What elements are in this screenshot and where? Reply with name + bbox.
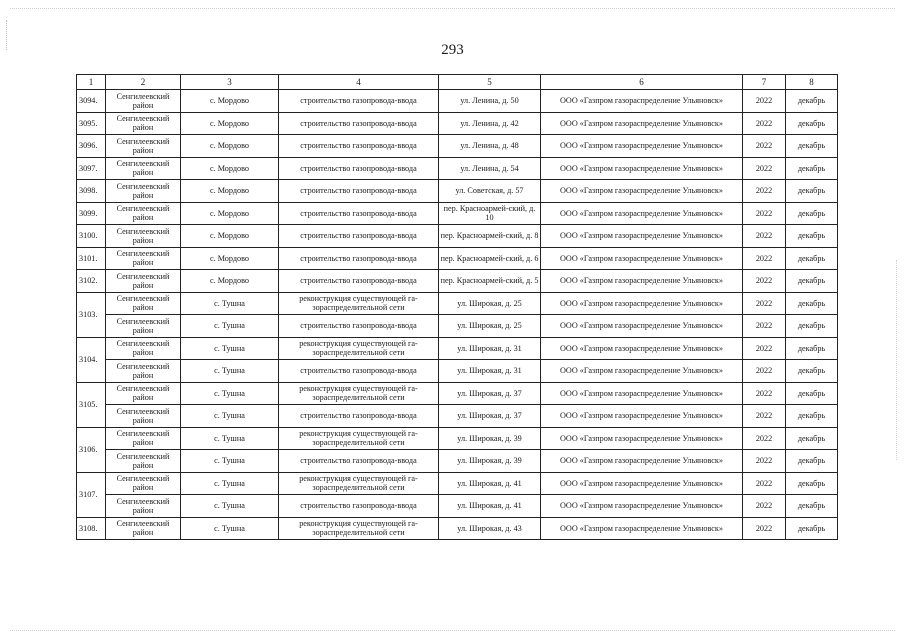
district-cell: Сенгилеевский район <box>106 360 181 383</box>
address-cell: пер. Красноармей-ский, д. 5 <box>439 270 541 293</box>
district-cell: Сенгилеевский район <box>106 180 181 203</box>
district-cell: Сенгилеевский район <box>106 135 181 158</box>
month-cell: декабрь <box>786 157 838 180</box>
table-row <box>77 135 838 158</box>
district-cell: Сенгилеевский район <box>106 495 181 518</box>
organization-cell: ООО «Газпром газораспределение Ульяновск» <box>541 292 743 315</box>
table-row <box>77 495 838 518</box>
year-cell: 2022 <box>743 315 786 338</box>
year-cell: 2022 <box>743 427 786 450</box>
district-cell: Сенгилеевский район <box>106 382 181 405</box>
district-cell: Сенгилеевский район <box>106 90 181 113</box>
header-cell: 4 <box>279 75 439 90</box>
address-cell: ул. Широкая, д. 37 <box>439 405 541 428</box>
year-cell: 2022 <box>743 382 786 405</box>
organization-cell: ООО «Газпром газораспределение Ульяновск» <box>541 427 743 450</box>
year-cell: 2022 <box>743 135 786 158</box>
organization-cell: ООО «Газпром газораспределение Ульяновск» <box>541 270 743 293</box>
scan-artifact-top <box>10 8 895 9</box>
row-number-cell: 3107. <box>77 472 106 517</box>
table-row <box>77 180 838 203</box>
settlement-cell: с. Тушна <box>181 517 279 540</box>
address-cell: ул. Широкая, д. 25 <box>439 315 541 338</box>
address-cell: ул. Широкая, д. 43 <box>439 517 541 540</box>
month-cell: декабрь <box>786 382 838 405</box>
year-cell: 2022 <box>743 360 786 383</box>
settlement-cell: с. Мордово <box>181 270 279 293</box>
row-number-cell: 3100. <box>77 225 106 248</box>
settlement-cell: с. Тушна <box>181 495 279 518</box>
organization-cell: ООО «Газпром газораспределение Ульяновск» <box>541 360 743 383</box>
table-row <box>77 112 838 135</box>
address-cell: ул. Советская, д. 57 <box>439 180 541 203</box>
year-cell: 2022 <box>743 337 786 360</box>
settlement-cell: с. Тушна <box>181 450 279 473</box>
district-cell: Сенгилеевский район <box>106 427 181 450</box>
work-cell: строительство газопровода-ввода <box>279 495 439 518</box>
organization-cell: ООО «Газпром газораспределение Ульяновск» <box>541 135 743 158</box>
work-cell: строительство газопровода-ввода <box>279 112 439 135</box>
address-cell: ул. Широкая, д. 31 <box>439 360 541 383</box>
work-cell: строительство газопровода-ввода <box>279 157 439 180</box>
organization-cell: ООО «Газпром газораспределение Ульяновск» <box>541 180 743 203</box>
settlement-cell: с. Мордово <box>181 225 279 248</box>
month-cell: декабрь <box>786 292 838 315</box>
organization-cell: ООО «Газпром газораспределение Ульяновск» <box>541 382 743 405</box>
organization-cell: ООО «Газпром газораспределение Ульяновск» <box>541 202 743 225</box>
address-cell: ул. Широкая, д. 37 <box>439 382 541 405</box>
district-cell: Сенгилеевский район <box>106 247 181 270</box>
table-row <box>77 337 838 360</box>
table-row <box>77 292 838 315</box>
year-cell: 2022 <box>743 180 786 203</box>
address-cell: пер. Красноармей-ский, д. 6 <box>439 247 541 270</box>
year-cell: 2022 <box>743 292 786 315</box>
district-cell: Сенгилеевский район <box>106 405 181 428</box>
address-cell: ул. Широкая, д. 25 <box>439 292 541 315</box>
month-cell: декабрь <box>786 405 838 428</box>
row-number-cell: 3099. <box>77 202 106 225</box>
month-cell: декабрь <box>786 90 838 113</box>
district-cell: Сенгилеевский район <box>106 225 181 248</box>
year-cell: 2022 <box>743 157 786 180</box>
district-cell: Сенгилеевский район <box>106 337 181 360</box>
settlement-cell: с. Мордово <box>181 135 279 158</box>
table-row <box>77 427 838 450</box>
month-cell: декабрь <box>786 180 838 203</box>
year-cell: 2022 <box>743 472 786 495</box>
settlement-cell: с. Мордово <box>181 90 279 113</box>
work-cell: строительство газопровода-ввода <box>279 225 439 248</box>
year-cell: 2022 <box>743 495 786 518</box>
settlement-cell: с. Тушна <box>181 292 279 315</box>
organization-cell: ООО «Газпром газораспределение Ульяновск» <box>541 225 743 248</box>
document-table <box>76 74 838 540</box>
address-cell: ул. Широкая, д. 31 <box>439 337 541 360</box>
year-cell: 2022 <box>743 517 786 540</box>
work-cell: реконструкция существующей га-зораспределительной сети <box>279 427 439 450</box>
settlement-cell: с. Мордово <box>181 112 279 135</box>
header-cell: 2 <box>106 75 181 90</box>
work-cell: строительство газопровода-ввода <box>279 360 439 383</box>
settlement-cell: с. Мордово <box>181 157 279 180</box>
month-cell: декабрь <box>786 247 838 270</box>
month-cell: декабрь <box>786 360 838 383</box>
table-row <box>77 517 838 540</box>
table-row <box>77 360 838 383</box>
month-cell: декабрь <box>786 112 838 135</box>
month-cell: декабрь <box>786 202 838 225</box>
organization-cell: ООО «Газпром газораспределение Ульяновск» <box>541 495 743 518</box>
row-number-cell: 3094. <box>77 90 106 113</box>
organization-cell: ООО «Газпром газораспределение Ульяновск» <box>541 247 743 270</box>
settlement-cell: с. Мордово <box>181 247 279 270</box>
work-cell: реконструкция существующей га-зораспределительной сети <box>279 517 439 540</box>
year-cell: 2022 <box>743 450 786 473</box>
row-number-cell: 3096. <box>77 135 106 158</box>
district-cell: Сенгилеевский район <box>106 270 181 293</box>
organization-cell: ООО «Газпром газораспределение Ульяновск» <box>541 315 743 338</box>
month-cell: декабрь <box>786 517 838 540</box>
organization-cell: ООО «Газпром газораспределение Ульяновск» <box>541 472 743 495</box>
row-number-cell: 3097. <box>77 157 106 180</box>
table-header-row <box>77 75 838 90</box>
settlement-cell: с. Тушна <box>181 405 279 428</box>
settlement-cell: с. Мордово <box>181 180 279 203</box>
row-number-cell: 3108. <box>77 517 106 540</box>
header-cell: 7 <box>743 75 786 90</box>
table-row <box>77 270 838 293</box>
work-cell: строительство газопровода-ввода <box>279 315 439 338</box>
header-cell: 6 <box>541 75 743 90</box>
year-cell: 2022 <box>743 225 786 248</box>
table-row <box>77 315 838 338</box>
header-cell: 5 <box>439 75 541 90</box>
district-cell: Сенгилеевский район <box>106 472 181 495</box>
organization-cell: ООО «Газпром газораспределение Ульяновск» <box>541 517 743 540</box>
month-cell: декабрь <box>786 270 838 293</box>
settlement-cell: с. Тушна <box>181 382 279 405</box>
district-cell: Сенгилеевский район <box>106 517 181 540</box>
row-number-cell: 3105. <box>77 382 106 427</box>
table-row <box>77 90 838 113</box>
address-cell: ул. Широкая, д. 41 <box>439 472 541 495</box>
scan-artifact-right <box>896 260 897 460</box>
settlement-cell: с. Тушна <box>181 360 279 383</box>
table-row <box>77 157 838 180</box>
row-number-cell: 3095. <box>77 112 106 135</box>
settlement-cell: с. Тушна <box>181 427 279 450</box>
district-cell: Сенгилеевский район <box>106 157 181 180</box>
month-cell: декабрь <box>786 472 838 495</box>
district-cell: Сенгилеевский район <box>106 315 181 338</box>
settlement-cell: с. Мордово <box>181 202 279 225</box>
address-cell: ул. Широкая, д. 39 <box>439 427 541 450</box>
work-cell: реконструкция существующей га-зораспределительной сети <box>279 337 439 360</box>
address-cell: ул. Ленина, д. 42 <box>439 112 541 135</box>
address-cell: ул. Широкая, д. 41 <box>439 495 541 518</box>
settlement-cell: с. Тушна <box>181 315 279 338</box>
row-number-cell: 3106. <box>77 427 106 472</box>
month-cell: декабрь <box>786 337 838 360</box>
table-row <box>77 472 838 495</box>
organization-cell: ООО «Газпром газораспределение Ульяновск» <box>541 405 743 428</box>
scan-artifact-bottom <box>10 630 895 631</box>
work-cell: строительство газопровода-ввода <box>279 180 439 203</box>
work-cell: реконструкция существующей га-зораспределительной сети <box>279 472 439 495</box>
month-cell: декабрь <box>786 135 838 158</box>
work-cell: строительство газопровода-ввода <box>279 405 439 428</box>
month-cell: декабрь <box>786 315 838 338</box>
settlement-cell: с. Тушна <box>181 472 279 495</box>
row-number-cell: 3102. <box>77 270 106 293</box>
table-body <box>77 75 838 540</box>
table-row <box>77 225 838 248</box>
work-cell: реконструкция существующей га-зораспределительной сети <box>279 292 439 315</box>
row-number-cell: 3101. <box>77 247 106 270</box>
district-cell: Сенгилеевский район <box>106 450 181 473</box>
month-cell: декабрь <box>786 495 838 518</box>
settlement-cell: с. Тушна <box>181 337 279 360</box>
address-cell: пер. Красноармей-ский, д. 8 <box>439 225 541 248</box>
page-number: 293 <box>441 42 464 58</box>
organization-cell: ООО «Газпром газораспределение Ульяновск» <box>541 112 743 135</box>
table-row <box>77 202 838 225</box>
header-cell: 8 <box>786 75 838 90</box>
header-cell: 1 <box>77 75 106 90</box>
year-cell: 2022 <box>743 270 786 293</box>
table-row <box>77 405 838 428</box>
district-cell: Сенгилеевский район <box>106 112 181 135</box>
table-row <box>77 382 838 405</box>
year-cell: 2022 <box>743 112 786 135</box>
table-row <box>77 247 838 270</box>
header-cell: 3 <box>181 75 279 90</box>
year-cell: 2022 <box>743 90 786 113</box>
row-number-cell: 3104. <box>77 337 106 382</box>
year-cell: 2022 <box>743 202 786 225</box>
work-cell: строительство газопровода-ввода <box>279 135 439 158</box>
work-cell: строительство газопровода-ввода <box>279 450 439 473</box>
work-cell: строительство газопровода-ввода <box>279 247 439 270</box>
work-cell: строительство газопровода-ввода <box>279 90 439 113</box>
year-cell: 2022 <box>743 405 786 428</box>
organization-cell: ООО «Газпром газораспределение Ульяновск» <box>541 450 743 473</box>
address-cell: ул. Ленина, д. 48 <box>439 135 541 158</box>
district-cell: Сенгилеевский район <box>106 202 181 225</box>
year-cell: 2022 <box>743 247 786 270</box>
address-cell: ул. Ленина, д. 50 <box>439 90 541 113</box>
work-cell: реконструкция существующей га-зораспределительной сети <box>279 382 439 405</box>
district-cell: Сенгилеевский район <box>106 292 181 315</box>
address-cell: пер. Красноармей-ский, д. 10 <box>439 202 541 225</box>
month-cell: декабрь <box>786 450 838 473</box>
address-cell: ул. Ленина, д. 54 <box>439 157 541 180</box>
table-row <box>77 450 838 473</box>
organization-cell: ООО «Газпром газораспределение Ульяновск» <box>541 337 743 360</box>
work-cell: строительство газопровода-ввода <box>279 270 439 293</box>
row-number-cell: 3103. <box>77 292 106 337</box>
organization-cell: ООО «Газпром газораспределение Ульяновск» <box>541 157 743 180</box>
work-cell: строительство газопровода-ввода <box>279 202 439 225</box>
organization-cell: ООО «Газпром газораспределение Ульяновск» <box>541 90 743 113</box>
month-cell: декабрь <box>786 225 838 248</box>
row-number-cell: 3098. <box>77 180 106 203</box>
address-cell: ул. Широкая, д. 39 <box>439 450 541 473</box>
month-cell: декабрь <box>786 427 838 450</box>
